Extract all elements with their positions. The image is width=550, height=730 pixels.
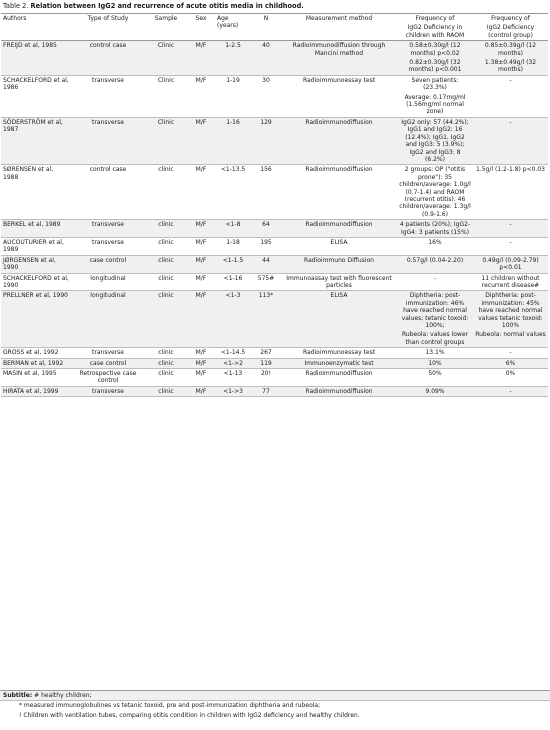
cell-freq-raom: [397, 369, 473, 387]
cell-freq-control: [473, 348, 548, 358]
cell-measurement-method: Radioimmunodiffusion through Mancini method: [281, 41, 397, 76]
cell-freq-raom-line: 0.57g/l (0.04-2.20): [406, 256, 464, 264]
header-age-label: Age: [217, 15, 229, 22]
table-row: [1, 220, 548, 238]
cell-freq-control-line: 6%: [505, 359, 516, 367]
cell-freq-raom-line: Diphtheria: post-immunization: 46% have reached normal values; tetanic toxoid: 100%;: [401, 292, 469, 330]
cell-type-of-study: transverse: [71, 117, 145, 164]
cell-n: 44: [251, 255, 281, 273]
cell-authors: FREIJD et al, 1985: [1, 41, 71, 76]
cell-sex: M/F: [187, 273, 215, 291]
cell-authors: BERKEL et al, 1989: [1, 220, 71, 238]
cell-type-of-study: transverse: [71, 75, 145, 117]
cell-freq-raom-line: -: [433, 274, 437, 282]
cell-freq-control: [473, 165, 548, 220]
cell-sample: Clinic: [145, 75, 187, 117]
cell-measurement-method: ELISA: [281, 237, 397, 255]
table-row: [1, 386, 548, 396]
subtitle-text: # healthy children;: [34, 692, 92, 699]
table-row: [1, 369, 548, 387]
cell-sex: M/F: [187, 348, 215, 358]
cell-freq-control: [473, 255, 548, 273]
cell-measurement-method: Radioimmunoessay test: [281, 348, 397, 358]
cell-age: 1-18: [215, 237, 251, 255]
header-authors: Authors: [1, 14, 71, 41]
caption-title: Relation between IgG2 and recurrence of acute otitis media in childhood.: [30, 2, 304, 10]
cell-freq-raom-line: 0.82±0.30g/l (32 months) p<0.001: [408, 59, 462, 74]
cell-freq-raom-line: 10%: [428, 359, 442, 367]
table-row: [1, 165, 548, 220]
cell-n: 119: [251, 358, 281, 368]
cell-measurement-method: Radioimmunodiffusion: [281, 117, 397, 164]
table-caption: [3, 2, 547, 11]
cell-type-of-study: transverse: [71, 220, 145, 238]
header-n: N: [251, 14, 281, 41]
cell-freq-control-line: 0%: [505, 370, 516, 378]
header-age-unit: (years): [217, 22, 239, 30]
cell-freq-control-line: 11 children without recurrent disease#: [481, 274, 540, 289]
cell-freq-control: [473, 237, 548, 255]
cell-sample: clinic: [145, 220, 187, 238]
cell-freq-control-line: -: [509, 387, 512, 395]
cell-n: 64: [251, 220, 281, 238]
cell-n: 20!: [251, 369, 281, 387]
header-freq-control-body: IgG2 Deficiency (control group): [486, 24, 535, 39]
cell-n: 195: [251, 237, 281, 255]
cell-freq-raom: [397, 255, 473, 273]
cell-freq-raom-line: Rubeola: values lower than control groups: [402, 331, 468, 346]
cell-age: <1->2: [215, 358, 251, 368]
cell-age: <1-13.5: [215, 165, 251, 220]
cell-measurement-method: Radioimmunoessay test: [281, 75, 397, 117]
cell-authors: SCHACKELFORD et al, 1986: [1, 75, 71, 117]
cell-authors: SØRENSEN et al, 1988: [1, 165, 71, 220]
cell-authors: SCHACKELFORD et al, 1990: [1, 273, 71, 291]
header-row: [1, 14, 548, 41]
cell-sample: clinic: [145, 273, 187, 291]
cell-authors: MASIN et al, 1995: [1, 369, 71, 387]
cell-sample: clinic: [145, 369, 187, 387]
cell-authors: AUCOUTURIER et al, 1989: [1, 237, 71, 255]
cell-sex: M/F: [187, 237, 215, 255]
cell-freq-raom-line: 4 patients (20%); IgG2-IgG4: 3 patients (15%): [399, 221, 471, 236]
cell-sample: clinic: [145, 255, 187, 273]
table-row: [1, 291, 548, 348]
cell-type-of-study: transverse: [71, 237, 145, 255]
cell-freq-control: [473, 369, 548, 387]
cell-freq-raom-line: Average: 0.17mg/ml (1.56mg/ml normal zone): [404, 93, 466, 116]
cell-type-of-study: transverse: [71, 386, 145, 396]
cell-freq-raom-line: IgG2 only: 57 (44.2%); IgG1 and IgG2: 16 (12.4%); IgG1, IgG2 and IgG3: 5 (3.9%); IgG2 and IgG3: 8 (6.2%): [401, 118, 469, 163]
cell-freq-raom: [397, 291, 473, 348]
header-sample: Sample: [145, 14, 187, 41]
cell-freq-control-line: -: [509, 76, 512, 84]
header-freq-raom: [397, 14, 473, 41]
cell-sample: Clinic: [145, 41, 187, 76]
caption-label: Table 2.: [3, 2, 29, 10]
cell-age: <1->3: [215, 386, 251, 396]
cell-sex: M/F: [187, 386, 215, 396]
table-row: [1, 358, 548, 368]
table-row: [1, 75, 548, 117]
cell-n: 129: [251, 117, 281, 164]
cell-authors: SÖDERSTRÖM et al, 1987: [1, 117, 71, 164]
cell-freq-control-line: -: [509, 118, 512, 126]
cell-freq-control: [473, 117, 548, 164]
cell-age: <1-8: [215, 220, 251, 238]
cell-sample: clinic: [145, 165, 187, 220]
header-freq-raom-top: Frequency of: [415, 15, 455, 22]
header-type-of-study: Type of Study: [71, 14, 145, 41]
cell-freq-raom-line: 2 groups: OP ("otitis prone"): 35 children/average: 1.0g/l (0.7-1.4) and RAOM (recurrent otitis): 46 children/average: 1.3g/l (0.9-1.6): [399, 166, 471, 218]
header-freq-raom-body: IgG2 Deficiency in children with RAOM: [405, 24, 465, 39]
cell-freq-control: [473, 291, 548, 348]
cell-measurement-method: Immunoenzymatic test: [281, 358, 397, 368]
cell-freq-control: [473, 75, 548, 117]
cell-freq-control: [473, 41, 548, 76]
cell-freq-control-line: 1.38±0.49g/l (32 months): [484, 59, 537, 74]
cell-age: <1-14.5: [215, 348, 251, 358]
table-row: [1, 41, 548, 76]
cell-freq-control: [473, 358, 548, 368]
cell-type-of-study: case control: [71, 255, 145, 273]
cell-measurement-method: Radioimmuno Diffusion: [281, 255, 397, 273]
cell-n: 156: [251, 165, 281, 220]
cell-freq-control-line: -: [509, 238, 512, 246]
cell-freq-raom-line: 0.58±0.30g/l (12 months) p<0.02: [409, 42, 461, 57]
cell-measurement-method: Immunoassay test with fluorescent particles: [281, 273, 397, 291]
table-row: [1, 273, 548, 291]
cell-authors: PRELLNER et al, 1990: [1, 291, 71, 348]
cell-type-of-study: control case: [71, 165, 145, 220]
cell-freq-control-line: 1.5g/l (1.2-1.8) p<0.03: [476, 166, 545, 174]
cell-measurement-method: ELISA: [281, 291, 397, 348]
cell-sex: M/F: [187, 75, 215, 117]
cell-type-of-study: longitudinal: [71, 291, 145, 348]
header-sex: Sex: [187, 14, 215, 41]
cell-type-of-study: longitudinal: [71, 273, 145, 291]
table-notes: [0, 690, 550, 720]
cell-sample: Clinic: [145, 117, 187, 164]
cell-age: 1-2.5: [215, 41, 251, 76]
cell-freq-raom: [397, 117, 473, 164]
cell-freq-raom-line: 13.1%: [425, 349, 445, 357]
cell-freq-raom-line: 50%: [428, 370, 442, 378]
cell-freq-control-line: Diphtheria: post-immunization: 45% have reached normal values tetanic toxoid: 100%: [478, 292, 543, 330]
cell-age: <1-16: [215, 273, 251, 291]
cell-sex: M/F: [187, 117, 215, 164]
studies-table: [1, 13, 548, 397]
cell-type-of-study: case control: [71, 358, 145, 368]
cell-freq-raom: [397, 273, 473, 291]
cell-type-of-study: transverse: [71, 348, 145, 358]
cell-sex: M/F: [187, 220, 215, 238]
subtitle-label: Subtitle:: [3, 692, 33, 699]
cell-n: 575#: [251, 273, 281, 291]
cell-sex: M/F: [187, 358, 215, 368]
cell-freq-control: [473, 220, 548, 238]
cell-sex: M/F: [187, 41, 215, 76]
cell-measurement-method: Radioimmunodiffusion: [281, 220, 397, 238]
cell-freq-raom-line: 16%: [428, 238, 442, 246]
header-freq-control-top: Frequency of: [491, 15, 530, 22]
table-body: [1, 41, 548, 397]
cell-n: 40: [251, 41, 281, 76]
cell-n: 30: [251, 75, 281, 117]
cell-age: 1-16: [215, 117, 251, 164]
cell-n: 77: [251, 386, 281, 396]
cell-freq-control-line: 0.49g/l (0.09-2.79) p<0.01: [482, 256, 539, 272]
cell-freq-raom-line: Seven patients: (23.3%): [411, 76, 459, 92]
cell-age: <1-13: [215, 369, 251, 387]
cell-freq-raom: [397, 165, 473, 220]
cell-freq-raom: [397, 220, 473, 238]
cell-age: <1-3: [215, 291, 251, 348]
cell-freq-raom-line: 9.09%: [425, 387, 445, 395]
header-measurement-method: Measurement method: [281, 14, 397, 41]
cell-measurement-method: Radioimmunodiffusion: [281, 386, 397, 396]
cell-freq-control-line: Rubeola: normal values: [475, 331, 546, 339]
cell-authors: BERMAN et al, 1992: [1, 358, 71, 368]
cell-measurement-method: Radioimmunodiffusion: [281, 165, 397, 220]
asterisk-note: * measured immunoglobulines vs tetanic toxoid, pre and post-immunization diphtheria and rubeola;: [19, 702, 321, 710]
cell-sex: M/F: [187, 291, 215, 348]
cell-type-of-study: Retrospective case control: [71, 369, 145, 387]
cell-type-of-study: control case: [71, 41, 145, 76]
cell-age: <1-1.5: [215, 255, 251, 273]
cell-authors: HIRATA et al, 1999: [1, 386, 71, 396]
cell-freq-control: [473, 273, 548, 291]
cell-sex: M/F: [187, 165, 215, 220]
cell-measurement-method: Radioimmunodiffusion: [281, 369, 397, 387]
table-row: [1, 117, 548, 164]
cell-freq-raom: [397, 358, 473, 368]
cell-n: 113*: [251, 291, 281, 348]
cell-freq-control-line: -: [509, 349, 512, 357]
cell-freq-control: [473, 386, 548, 396]
cell-n: 267: [251, 348, 281, 358]
header-age: [215, 14, 251, 41]
table-row: [1, 237, 548, 255]
cell-freq-raom: [397, 237, 473, 255]
cell-sample: clinic: [145, 348, 187, 358]
cell-freq-control-line: -: [509, 221, 512, 229]
cell-sample: clinic: [145, 237, 187, 255]
cell-freq-raom: [397, 75, 473, 117]
cell-sample: clinic: [145, 386, 187, 396]
cell-freq-raom: [397, 386, 473, 396]
cell-freq-control-line: 0.85±0.39g/l (12 months): [484, 42, 537, 57]
cell-sample: clinic: [145, 291, 187, 348]
cell-sex: M/F: [187, 369, 215, 387]
cell-sex: M/F: [187, 255, 215, 273]
header-freq-control: [473, 14, 548, 41]
cell-sample: clinic: [145, 358, 187, 368]
cell-freq-raom: [397, 41, 473, 76]
table-row: [1, 348, 548, 358]
subtitle-note: [0, 690, 550, 701]
exclamation-note: ! Children with ventilation tubes, comparing otitis condition in children with IgG2 deficiency and healthy children.: [19, 711, 360, 719]
table-row: [1, 255, 548, 273]
cell-age: 1-19: [215, 75, 251, 117]
cell-freq-raom: [397, 348, 473, 358]
cell-authors: GROSS et al, 1992: [1, 348, 71, 358]
cell-authors: JØRGENSEN et al, 1990: [1, 255, 71, 273]
